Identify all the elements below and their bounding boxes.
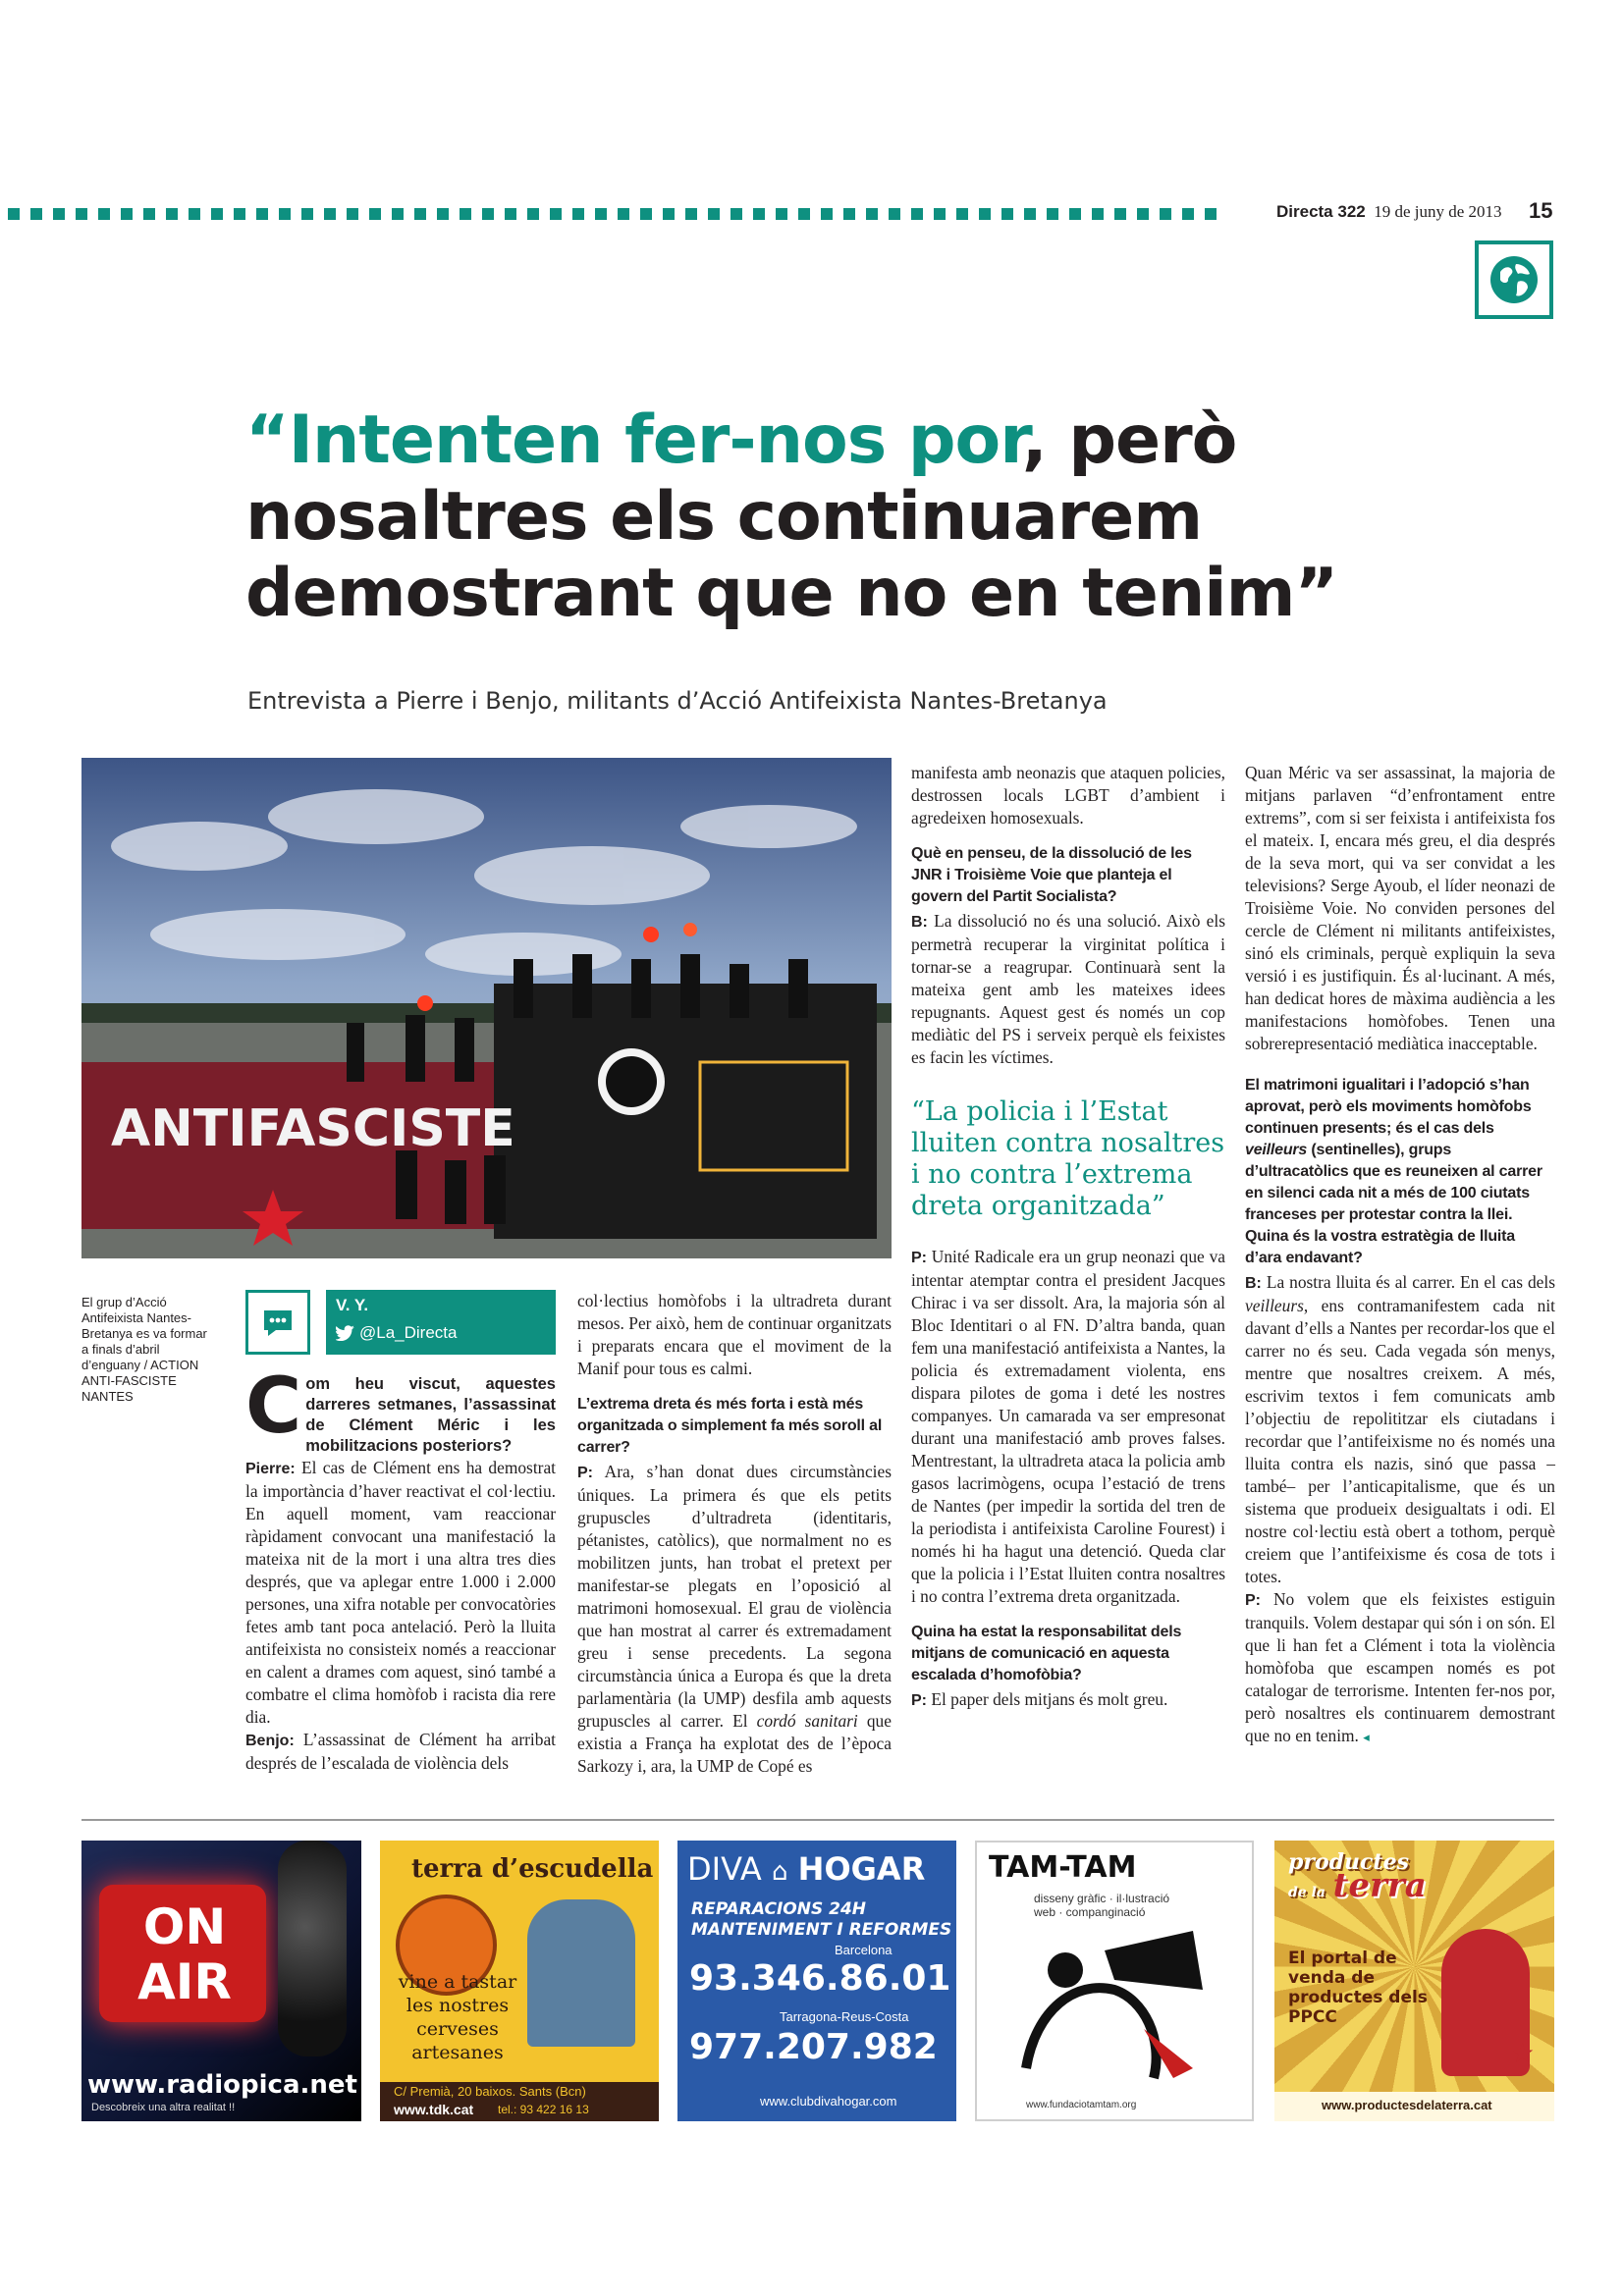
header-dot <box>1024 208 1036 220</box>
header-dot <box>640 208 652 220</box>
waitress-figure <box>527 1899 635 2047</box>
header-dot <box>889 208 900 220</box>
ad-web: www.tdk.cat <box>394 2102 474 2117</box>
header-dot <box>730 208 742 220</box>
ad-phone: tel.: 93 422 16 13 <box>498 2103 589 2116</box>
photo-caption: El grup d’Acció Antifeixista Nantes-Bretanya es va formar a finals d’abril d’enguany / ACTION ANTI-FASCISTE NANTES <box>81 1295 207 1404</box>
lead-question-text: om heu viscut, aquestes darreres setmanes, l’assassinat de Clément Méric i les mobilitzacions posteriors? <box>305 1375 556 1455</box>
question: Què en penseu, de la dissolució de les JNR i Troisième Voie que planteja el govern del Partit Socialista? <box>911 845 1192 905</box>
header-dot <box>911 208 923 220</box>
photo-banner-text: ANTIFASCISTE <box>111 1099 515 1158</box>
end-mark: ◂ <box>1363 1730 1370 1744</box>
answer-text: La nostra lluita és al carrer. En el cas dels <box>1261 1272 1555 1292</box>
brand <box>687 1850 925 1888</box>
header-dot <box>76 208 87 220</box>
ad-radiopica[interactable] <box>81 1841 361 2121</box>
italic-term: veilleurs <box>1245 1296 1304 1315</box>
page-number: 15 <box>1529 198 1553 223</box>
byline <box>326 1290 556 1355</box>
ad-address: C/ Premià, 20 baixos. Sants (Bcn) <box>394 2084 586 2099</box>
dropcap: C <box>245 1362 302 1451</box>
brand-part: terra <box>1332 1866 1427 1905</box>
header-dot <box>550 208 562 220</box>
byline-twitter[interactable] <box>336 1323 457 1343</box>
answer-text: El paper dels mitjans és molt greu. <box>927 1689 1168 1709</box>
brand <box>1288 1850 1427 1904</box>
answer-text: , ens contramanifestem cada nit davant d’ells a Nantes per recordar-los que el carrer no és seu. Cada vegada són menys, mentre que nosaltres creixem. A més, escrivim textos i fem comunicats amb l’objectiu de repolititzar els ciutadans i recordar que l’antifeixisme no és només una lluita contra els nazis, sinó que passa –també– per l’anticapitalisme, que és un sistema que produeix desigualtats i odi. El nostre col·lectiu està obert a tothom, perquè creiem que l’antifeixisme és cosa de tots i totes. <box>1245 1296 1555 1586</box>
answer-text: L’assassinat de Clément ha arribat després de l’escalada de violència dels <box>245 1730 556 1773</box>
service: web · companginació <box>1034 1905 1146 1919</box>
ad-productes-de-la-terra[interactable] <box>1274 1841 1554 2121</box>
header-dot <box>414 208 426 220</box>
header-dot <box>437 208 449 220</box>
megaphone-illustration <box>997 1921 1232 2088</box>
headline-line-3: demostrant que no en tenim” <box>245 555 1338 632</box>
comment-icon <box>245 1290 310 1355</box>
headline-line-2: nosaltres els continuarem <box>245 478 1203 556</box>
question: Quina ha estat la responsabilitat dels mitjans de comunicació en aquesta escalada d’homofòbia? <box>911 1624 1182 1683</box>
issue-date: 19 de juny de 2013 <box>1374 202 1502 221</box>
header-dot <box>234 208 245 220</box>
header-dot <box>166 208 178 220</box>
header-dot <box>460 208 471 220</box>
header-dot <box>1160 208 1171 220</box>
header-dot <box>1069 208 1081 220</box>
answer <box>911 910 1225 1069</box>
issue-info <box>1276 202 1502 222</box>
phone: 977.207.982 <box>689 2027 938 2067</box>
header-dotted-rule <box>8 208 1217 220</box>
column-1 <box>245 1362 556 1775</box>
ad-web: www.productesdelaterra.cat <box>1322 2098 1492 2112</box>
header-dot <box>505 208 516 220</box>
italic-term: veilleurs <box>1245 1142 1308 1158</box>
header-dot <box>1137 208 1149 220</box>
answer-text: El cas de Clément ens ha demostrat la importància d’haver reactivat el col·lectiu. En aquell moment, vam reaccionar ràpidament convocant una manifestació la mateixa nit de la mort i una altra tres dies després, que va aplegar entre 1.000 i 2.000 persones, una xifra notable per convocatòries fetes amb tant poca antelació. Però la lluita antifeixista no consisteix només a reaccionar en calent a drames com aquest, sinó també a combatre el clima homòfob i racista dia rere dia. <box>245 1458 556 1727</box>
byline-author: V. Y. <box>336 1296 369 1314</box>
header-dot <box>1001 208 1013 220</box>
answer-text: Unité Radicale era un grup neonazi que va intentar atemptar contra el president Jacques Chirac i va ser dissolt. Ara, la majoria són al Bloc Identitari o al FN. D’altra banda, quan fem una manifestació antifeixista a Nantes, la policia és extremadament violenta, ens dispara pilotes de goma i deté les nostres companyes. Un camarada va ser empresonat durant una manifestació amb proves falses. Mentrestant, la ultradreta ataca la policia amb gasos lacrimògens, ocupa l’estació de trens de Nantes (per impedir la sortida del tren de la periodista i antifeixista Caroline Fourest) i només hi ha hagut una detenció. Queda clar que la policia i l’Estat lluiten contra nosaltres i no contra l’extrema dreta organitzada. <box>911 1247 1225 1606</box>
header-dot <box>1205 208 1217 220</box>
brand-part: productes <box>1288 1849 1409 1875</box>
speaker-label: P: <box>1245 1592 1261 1609</box>
headline <box>245 402 1375 632</box>
ad-url: www.radiopica.net <box>87 2070 357 2100</box>
question <box>1245 1075 1555 1269</box>
header-dot <box>347 208 358 220</box>
answer <box>911 1246 1225 1608</box>
ad-tagline: Descobreix una altra realitat !! <box>91 2102 236 2113</box>
lead-question <box>245 1362 556 1457</box>
answer-benjo <box>245 1729 556 1775</box>
ad-web: www.clubdivahogar.com <box>760 2094 897 2109</box>
header-dot <box>618 208 629 220</box>
question-text: (sentinelles), grups d’ultracatòlics que es reuneixen al carrer en silenci cada nit a més de 100 ciutats franceses per protestar contra la llei. Quina és la vostra estratègia de lluita d’ara endavant? <box>1245 1142 1542 1266</box>
ad-body: vine a tastar les nostres cerveses artesanes <box>398 1971 517 2063</box>
on-air-text: ON AIR <box>137 1898 232 2010</box>
header-dot <box>8 208 20 220</box>
service: MANTENIMENT I REFORMES <box>691 1920 952 1940</box>
subtitle: Entrevista a Pierre i Benjo, militants d’Acció Antifeixista Nantes-Bretanya <box>247 687 1108 715</box>
answer-pierre <box>245 1457 556 1729</box>
city: Barcelona <box>835 1943 893 1957</box>
header-dot <box>256 208 268 220</box>
ad-title: terra d’escudella <box>411 1854 654 1884</box>
ad-tam-tam[interactable] <box>975 1841 1254 2121</box>
header-dot <box>866 208 878 220</box>
publication-name: Directa 322 <box>1276 202 1366 221</box>
speaker-label: P: <box>577 1465 593 1481</box>
italic-term: cordó sanitari <box>756 1711 858 1731</box>
header-dot <box>595 208 607 220</box>
speaker-label: Pierre: <box>245 1461 296 1477</box>
header-dot <box>369 208 381 220</box>
pull-quote: “La policia i l’Estat lluiten contra nosaltres i no contra l’extrema dreta organitzada” <box>911 1096 1225 1221</box>
header-dot <box>979 208 991 220</box>
brand-part: de la <box>1288 1885 1325 1900</box>
header-dot <box>279 208 291 220</box>
column-2 <box>577 1290 892 1778</box>
question-text: El matrimoni igualitari i l’adopció s’han aprovat, però els moviments homòfobs continuen presents; és el cas dels <box>1245 1077 1532 1137</box>
answer <box>1245 1588 1555 1748</box>
headline-rest: , però <box>1021 401 1237 479</box>
header-dot <box>572 208 584 220</box>
paragraph: col·lectius homòfobs i la ultradreta durant mesos. Per això, hem de continuar organitzats i preparats encara que el moviment de la Manif pour tous es calmi. <box>577 1291 892 1378</box>
globe-icon <box>1475 240 1553 319</box>
header-dot <box>843 208 855 220</box>
speaker-label: Benjo: <box>245 1733 295 1749</box>
speaker-label: B: <box>911 914 928 931</box>
ad-diva-hogar[interactable] <box>677 1841 956 2121</box>
header-dot <box>1182 208 1194 220</box>
speaker-label: B: <box>1245 1275 1262 1292</box>
brand-part: HOGAR <box>797 1850 926 1888</box>
header-dot <box>1114 208 1126 220</box>
ad-web: www.fundaciotamtam.org <box>1026 2100 1137 2110</box>
header-dot <box>776 208 787 220</box>
answer <box>577 1461 892 1778</box>
brand: TAM-TAM <box>989 1850 1137 1885</box>
speaker-label: P: <box>911 1692 927 1709</box>
header-dot <box>934 208 946 220</box>
header-dot <box>753 208 765 220</box>
ad-slogan: El portal de venda de productes dels PPCC <box>1288 1949 1428 2027</box>
header-dot <box>30 208 42 220</box>
header-dot <box>211 208 223 220</box>
service: REPARACIONS 24H <box>691 1899 867 1919</box>
header-dot <box>708 208 720 220</box>
answer-text: La dissolució no és una solució. Això els permetrà recuperar la virginitat política i tornar-se a reagrupar. Continuarà sent la mateixa gent amb les mateixes idees repugnants. Aquest gest és només un cop mediàtic del PS i serveix perquè els feixistes es facin les víctimes. <box>911 911 1225 1067</box>
header-dot <box>1092 208 1104 220</box>
headline-highlight: “Intenten fer-nos por <box>245 401 1022 479</box>
microphone-icon <box>278 1841 347 2056</box>
header-dot <box>324 208 336 220</box>
ads-divider <box>81 1819 1554 1821</box>
twitter-icon <box>336 1325 355 1341</box>
header-dot <box>663 208 675 220</box>
question: L’extrema dreta és més forta i està més organitzada o simplement fa més soroll al carrer? <box>577 1396 883 1456</box>
header-dot <box>482 208 494 220</box>
paragraph: Quan Méric va ser assassinat, la majoria de mitjans parlaven “d’enfrontament entre extrems”, com si ser feixista i antifeixista fos el mateix. I, encara més greu, el dia després de la seva mort, qui va ser convidat a les televisions? Serge Ayoub, el líder neonazi de Troisième Voie. No conviden persones del cercle de Clément ni militants antifeixistes, sinó els criminals, perquè expliquin la seva versió i es justifiquin. És al·lucinant. A més, han dedicat hores de màxima audiència a les manifestacions homòfobes. Tenen una sobrerepresentació mediàtica inacceptable. <box>1245 763 1555 1053</box>
star-icon: ★ <box>1510 2037 1536 2069</box>
speaker-label: P: <box>911 1250 927 1266</box>
header-dot <box>798 208 810 220</box>
header-dot <box>53 208 65 220</box>
header-dot <box>685 208 697 220</box>
ad-terra-d-escudella[interactable] <box>380 1841 659 2121</box>
phone: 93.346.86.01 <box>689 1958 951 1999</box>
answer <box>911 1688 1225 1712</box>
header-dot <box>392 208 404 220</box>
city: Tarragona-Reus-Costa <box>780 2009 909 2024</box>
header-dot <box>527 208 539 220</box>
header-dot <box>821 208 833 220</box>
header-dot <box>98 208 110 220</box>
brand-part: DIVA <box>687 1850 762 1888</box>
header-dot <box>1047 208 1058 220</box>
article-photo <box>81 758 892 1258</box>
answer-text: No volem que els feixistes estiguin tranquils. Volem destapar qui són i on són. El que li han fet a Clément i tota la violència homòfoba que escampen només es pot catalogar de terrorisme. Intenten fer-nos por, però nosaltres els continuarem demostrant que no en tenim. <box>1245 1589 1555 1745</box>
answer <box>1245 1271 1555 1588</box>
header-dot <box>143 208 155 220</box>
answer-text: Ara, s’han donat dues circumstàncies úniques. La primera és que els petits grupuscles d’ultradreta (identitaris, pétanistes, catòlics), que normalment no es mobilitzen junts, han trobat el pretext per manifestar-se plegats en l’oposició al matrimoni homosexual. El grau de violència que han mostrat al carrer és extremadament greu i sense precedents. La segona circumstància única a Europa és que la dreta parlamentària (la UMP) desfila amb aquests grupuscles al carrer. El <box>577 1462 892 1731</box>
answer-text: que existia a França ha explotat des de l’època Sarkozy i, ara, la UMP de Copé es <box>577 1711 892 1776</box>
header-dot <box>121 208 133 220</box>
header-dot <box>956 208 968 220</box>
byline-twitter-handle: @La_Directa <box>359 1323 458 1342</box>
service: disseny gràfic · il·lustració <box>1034 1892 1170 1905</box>
header-dot <box>301 208 313 220</box>
house-icon: ⌂ <box>771 1857 788 1887</box>
column-3 <box>911 762 1225 1712</box>
header-dot <box>189 208 200 220</box>
paragraph: manifesta amb neonazis que ataquen policies, destrossen locals LGBT d’ambient i agredeixen homosexuals. <box>911 763 1225 828</box>
column-4 <box>1245 762 1555 1748</box>
